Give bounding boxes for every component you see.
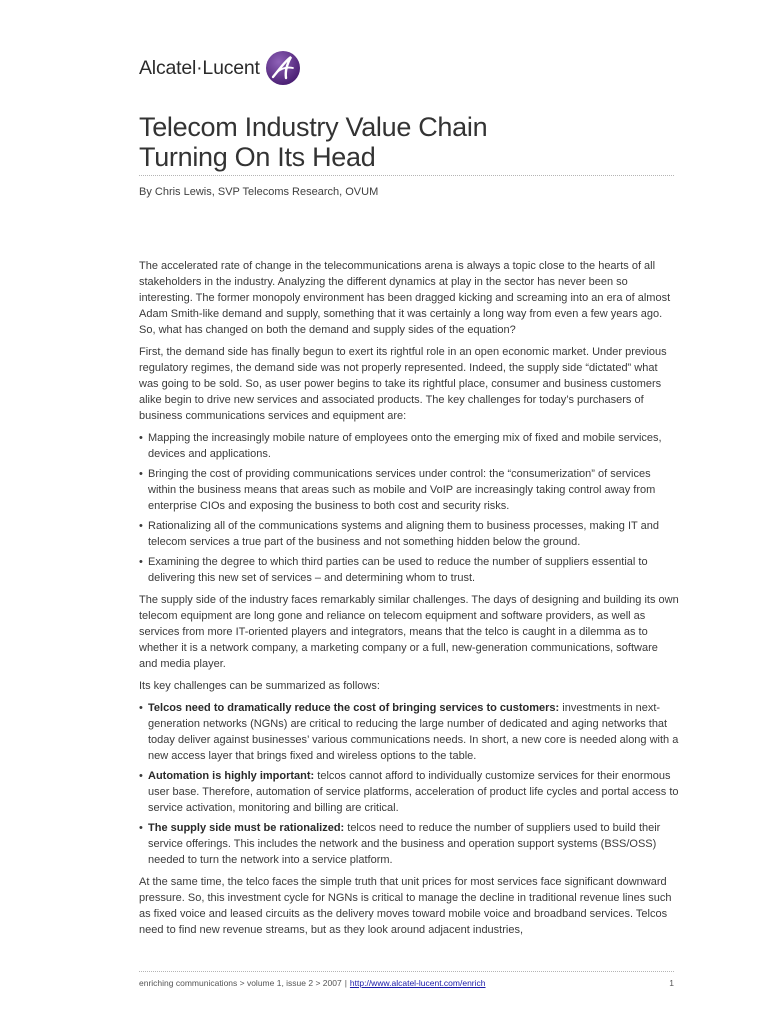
byline: By Chris Lewis, SVP Telecoms Research, OVUM [139,186,379,198]
list-item: • Bringing the cost of providing communications services under control: the “consumerization” of services within the business means that areas such as mobile and VoIP are increasingly taking control away from enterprise CIOs and exposing the business to both cost and security risks. [139,466,679,514]
footer-divider [139,971,674,972]
paragraph-key-challenges: Its key challenges can be summarized as follows: [139,680,380,692]
paragraph-price-pressure: At the same time, the telco faces the simple truth that unit prices for most services face significant downward pressure. So, this investment cycle for NGNs is critical to manage the decline in traditional revenue lines such as fixed voice and leased circuits as the delivery moves toward mobile voice and broadband services. Telcos need to find new revenue streams, but as they look around adjacent industries, [139,876,672,936]
list-item-heading: Automation is highly important: [148,770,315,782]
paragraph-intro: The accelerated rate of change in the telecommunications arena is always a topic close to the hearts of all stakeholders in the industry. Analyzing the different dynamics at play in the sector has never been so interesting. The former monopoly environment has been dragged kicking and screaming into an era of almost Adam Smith-like demand and supply, something that it was certainly a long way from even a few years ago. So, what has changed on both the demand and supply sides of the equation? [139,260,671,336]
paragraph-supply-side: The supply side of the industry faces remarkably similar challenges. The days of designing and building its own telecom equipment are long gone and reliance on telecom equipment and software providers, as well as services from more IT-oriented players and integrators, means that the telco is caught in a dilemma as to whether it is a network company, a marketing company or a full, new-generation communications, software and media player. [139,594,679,670]
title-line-1: Telecom Industry Value Chain [139,112,488,142]
document-title [139,112,487,172]
list-item: • Mapping the increasingly mobile nature of employees onto the emerging mix of fixed and mobile services, devices and applications. [139,430,679,462]
list-item-text: investments in next-generation networks (NGNs) are critical to reducing the large number of dedicated and aging networks that today deliver against businesses’ various communications needs. In short, a new core is needed along with a new access layer that brings fixed and wireless options to the table. [148,702,679,762]
footer-publication: enriching communications > volume 1, issue 2 > 2007 [139,978,342,988]
footer-separator: | [344,978,347,988]
demand-challenges-list [139,430,679,586]
list-item [139,820,679,868]
list-item [139,700,679,764]
brand-name: Alcatel·Lucent [139,56,260,79]
brand-logo [139,46,301,90]
article-body [139,258,679,944]
supply-challenges-list [139,700,679,868]
page-number: 1 [669,978,674,988]
list-item: • Rationalizing all of the communications systems and aligning them to business processes, making IT and telecom services a true part of the business and not something hidden below the ground. [139,518,679,550]
title-divider [139,175,674,176]
alcatel-lucent-logo-icon [265,50,301,86]
list-item-text: telcos need to reduce the number of suppliers used to build their service offerings. This includes the network and the business and operation support systems (BSS/OSS) needed to turn the network into a service platform. [148,822,661,866]
list-item-text: telcos cannot afford to individually customize services for their enormous user base. Therefore, automation of service platforms, acceleration of product life cycles and portal access to service activation, monitoring and billing are critical. [148,770,679,814]
list-item-heading: The supply side must be rationalized: [148,822,345,834]
list-item-heading: Telcos need to dramatically reduce the cost of bringing services to customers: [148,702,560,714]
list-item: • Examining the degree to which third parties can be used to reduce the number of suppliers essential to delivering this new set of services – and determining whom to trust. [139,554,679,586]
title-line-2: Turning On Its Head [139,142,376,172]
list-item [139,768,679,816]
page-footer [139,978,674,988]
footer-link[interactable]: http://www.alcatel-lucent.com/enrich [349,978,486,988]
paragraph-demand-side: First, the demand side has finally begun to exert its rightful role in an open economic market. Under previous regulatory regimes, the demand side was not properly represented. Indeed, the supply side “dictated” what was going to be sold. So, as user power begins to take its rightful place, consumer and business customers alike begin to drive new services and associated products. The key challenges for today’s purchasers of business communications services and equipment are: [139,346,667,422]
